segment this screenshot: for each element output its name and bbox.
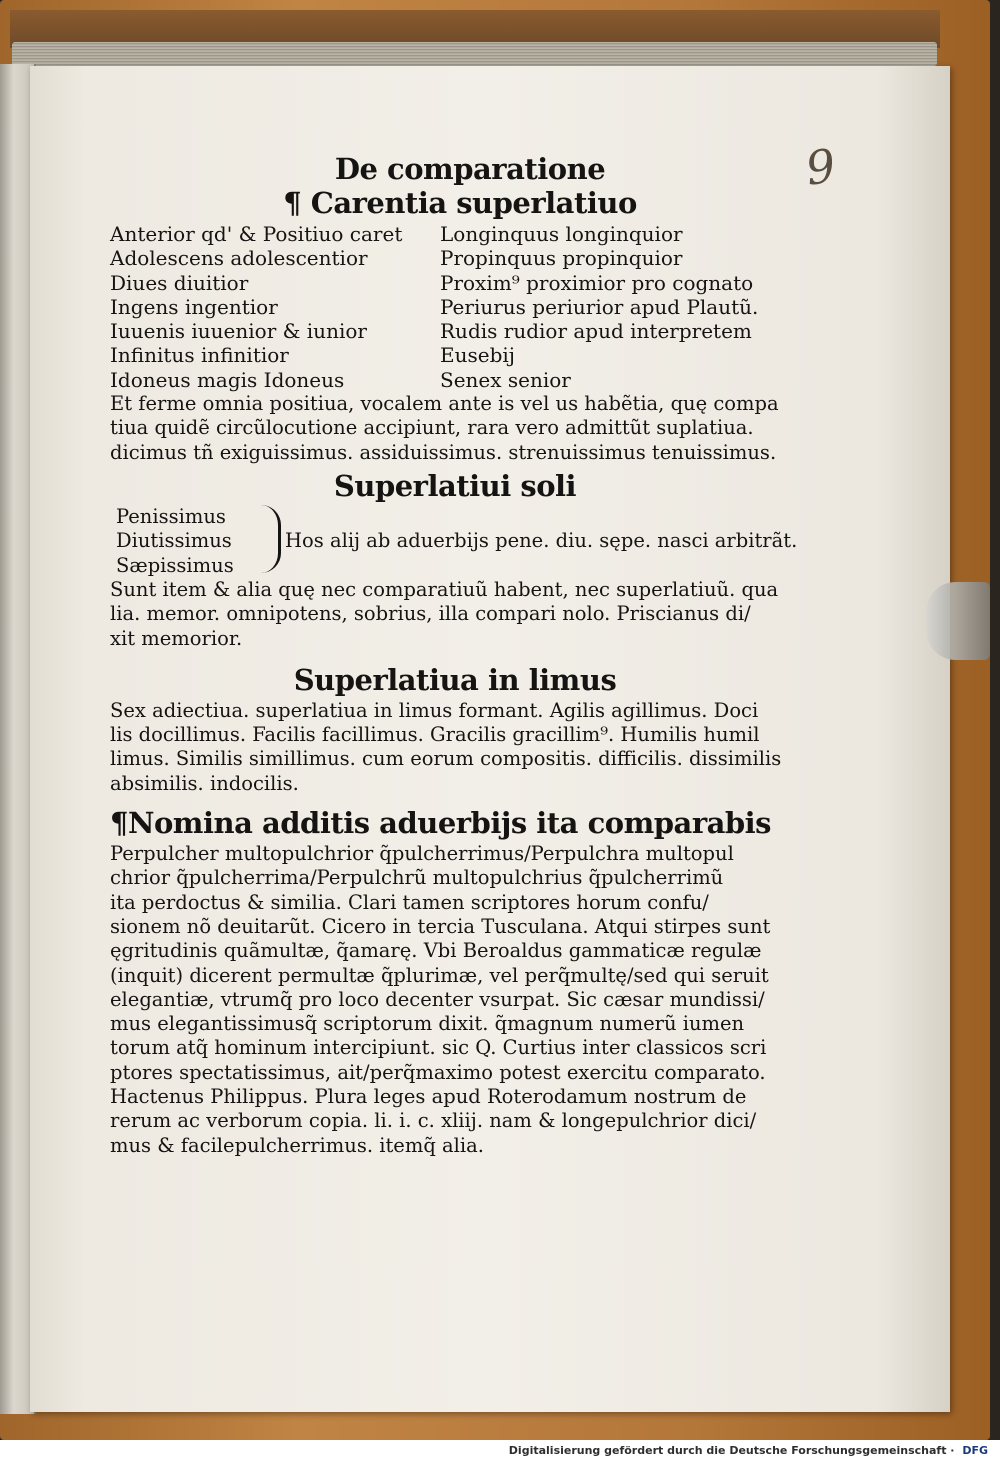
text-line: (inquit) dicerent permultæ q̃plurimæ, vel perq̃multę/sed qui seruit bbox=[110, 963, 769, 987]
paragraph-sunt-item bbox=[110, 578, 800, 651]
text-line: Sex adiectiua. superlatiua in limus formant. Agilis agillimus. Doci bbox=[110, 698, 759, 722]
digitization-footer bbox=[0, 1440, 1000, 1462]
soli-word: Sæpissimus bbox=[116, 553, 234, 577]
carentia-list bbox=[110, 222, 800, 392]
carentia-left-entry: Iuuenis iuuenior & iunior bbox=[110, 319, 367, 344]
heading-nomina-text: Nomina additis aduerbijs ita comparabis bbox=[127, 806, 772, 841]
text-line: Hactenus Philippus. Plura leges apud Roterodamum nostrum de bbox=[110, 1085, 747, 1109]
carentia-left-entry: Ingens ingentior bbox=[110, 294, 278, 319]
text-line: Et ferme omnia positiua, vocalem ante is vel us habẽtia, quę compa bbox=[110, 392, 779, 416]
soli-words-list bbox=[116, 505, 234, 578]
carentia-right-entry: Rudis rudior apud interpretem bbox=[440, 319, 752, 344]
text-line: Perpulcher multopulchrior q̃pulcherrimus/Perpulchra multopul bbox=[110, 842, 734, 866]
carentia-left-column bbox=[110, 222, 440, 392]
text-line: sionem nõ deuitarũt. Cicero in tercia Tusculana. Atqui stirpes sunt bbox=[110, 914, 771, 938]
heading-superlatiua-in-limus: Superlatiua in limus bbox=[293, 662, 617, 697]
text-line: absimilis. indocilis. bbox=[110, 771, 299, 795]
page-block-edge bbox=[12, 42, 937, 66]
soli-note: Hos alij ab aduerbijs pene. diu. sępe. nasci arbitrãt. bbox=[285, 528, 798, 552]
text-line: rerum ac verborum copia. li. i. c. xliij. nam & longepulchrior dici/ bbox=[110, 1109, 757, 1133]
carentia-right-entry: Longinquus longinquior bbox=[440, 222, 683, 246]
text-line: Sunt item & alia quę nec comparatiuũ habent, nec superlatiuũ. qua bbox=[110, 577, 779, 601]
paragraph-mark-icon: ¶ bbox=[110, 806, 128, 841]
text-line: torum atq̃ hominum intercipiunt. sic Q. Curtius inter classicos scri bbox=[110, 1036, 767, 1060]
dfg-logo: DFG bbox=[962, 1444, 988, 1457]
carentia-right-entry: Propinquus propinquior bbox=[440, 246, 683, 271]
text-line: xit memorior. bbox=[110, 626, 243, 650]
text-line: ęgritudinis quãmultæ, q̃amarę. Vbi Beroaldus gammaticæ regulæ bbox=[110, 939, 762, 963]
heading-superlatiui-soli: Superlatiui soli bbox=[333, 468, 577, 503]
text-line: ptores spectatissimus, ait/perq̃maximo potest exercitu comparato. bbox=[110, 1060, 766, 1084]
text-line: ita perdoctus & similia. Clari tamen scriptores horum confu/ bbox=[110, 890, 709, 914]
book-clasp bbox=[926, 582, 990, 660]
text-line: limus. Similis simillimus. cum eorum compositis. difficilis. dissimilis bbox=[110, 747, 782, 771]
heading-carentia-text: Carentia superlatiuo bbox=[310, 186, 637, 220]
paragraph-mark-icon: ¶ bbox=[283, 186, 302, 220]
carentia-left-entry: Diues diuitior bbox=[110, 270, 249, 295]
heading-carentia-superlatiuo bbox=[110, 184, 800, 222]
paragraph-positiua bbox=[110, 392, 800, 465]
footer-credit: Digitalisierung gefördert durch die Deutsche Forschungsgemeinschaft · bbox=[508, 1444, 955, 1457]
carentia-left-entry: Anterior qd' & Positiuo caret bbox=[110, 222, 403, 246]
page-text bbox=[110, 150, 800, 1158]
superlatiui-soli-group bbox=[110, 505, 800, 578]
soli-word: Diutissimus bbox=[116, 529, 232, 553]
carentia-right-entry: Eusebij bbox=[440, 343, 515, 368]
paragraph-sex-adiectiua bbox=[110, 699, 800, 796]
carentia-left-entry: Infinitus infinitior bbox=[110, 343, 289, 368]
text-line: mus & facilepulcherrimus. itemq̃ alia. bbox=[110, 1133, 484, 1157]
folio-number: 9 bbox=[802, 138, 839, 196]
carentia-left-entry: Adolescens adolescentior bbox=[110, 246, 368, 271]
carentia-right-entry: Senex senior bbox=[440, 367, 571, 392]
carentia-left-entry: Idoneus magis Idoneus bbox=[110, 367, 345, 392]
carentia-right-column bbox=[440, 222, 800, 392]
heading-de-comparatione: De comparatione bbox=[334, 152, 606, 186]
carentia-right-entry: Proxim⁹ proximior pro cognato bbox=[440, 270, 754, 295]
text-line: lia. memor. omnipotens, sobrius, illa compari nolo. Priscianus di/ bbox=[110, 602, 751, 626]
text-line: tiua quidẽ circũlocutione accipiunt, rara vero admittũt suplatiua. bbox=[110, 416, 754, 440]
soli-word: Penissimus bbox=[116, 504, 226, 528]
bracket-glyph bbox=[260, 505, 281, 573]
paragraph-perpulcher bbox=[110, 842, 800, 1158]
carentia-right-entry: Periurus periurior apud Plautũ. bbox=[440, 294, 759, 319]
text-line: elegantiæ, vtrumq̃ pro loco decenter vsurpat. Sic cæsar mundissi/ bbox=[110, 987, 765, 1011]
text-line: mus elegantissimusq̃ scriptorum dixit. q̃magnum numerũ iumen bbox=[110, 1012, 745, 1036]
text-line: lis docillimus. Facilis facillimus. Gracilis gracillim⁹. Humilis humil bbox=[110, 723, 760, 747]
text-line: dicimus tñ exiguissimus. assiduissimus. strenuissimus tenuissimus. bbox=[110, 440, 777, 464]
heading-nomina-additis bbox=[110, 804, 800, 842]
text-line: chrior q̃pulcherrima/Perpulchrũ multopulchrius q̃pulcherrimũ bbox=[110, 866, 724, 890]
